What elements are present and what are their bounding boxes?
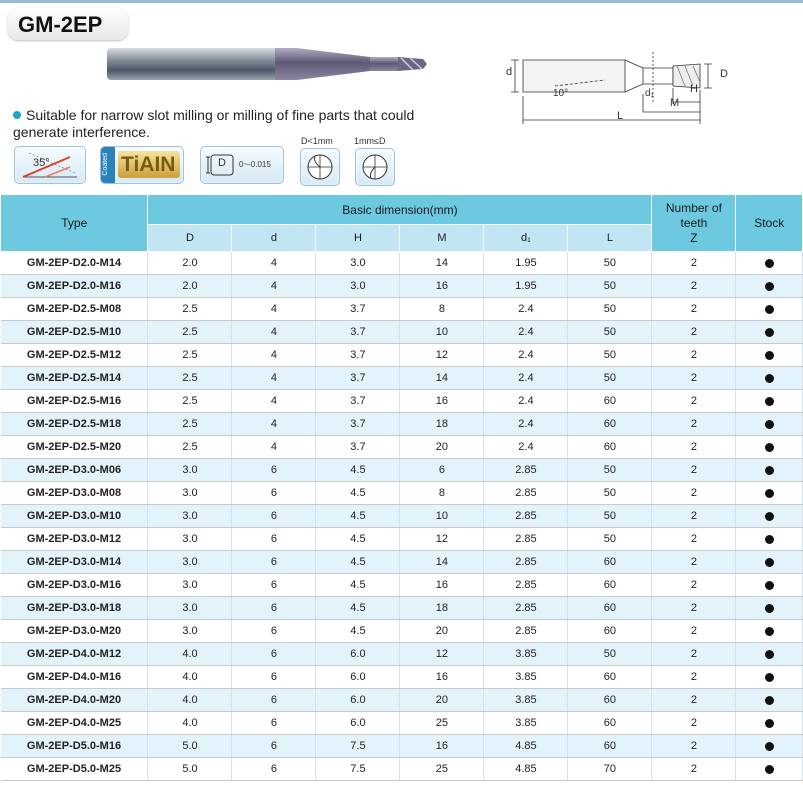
cell-M: 6 <box>400 459 484 482</box>
header-basic-dimension: Basic dimension(mm) <box>148 195 652 225</box>
cell-H: 4.5 <box>316 505 400 528</box>
in-stock-dot-icon <box>765 765 774 774</box>
cell-H: 4.5 <box>316 528 400 551</box>
cell-type: GM-2EP-D2.5-M16 <box>1 390 148 413</box>
description-text: Suitable for narrow slot milling or milling of fine parts that could generate interference. <box>13 107 415 140</box>
in-stock-dot-icon <box>765 696 774 705</box>
bullet-icon <box>13 111 21 119</box>
cell-type: GM-2EP-D3.0-M06 <box>1 459 148 482</box>
cell-d: 4 <box>232 390 316 413</box>
cell-D: 5.0 <box>148 735 232 758</box>
cell-L: 50 <box>568 252 652 275</box>
table-row <box>1 390 803 413</box>
helix-angle-icon <box>15 147 85 183</box>
cell-d: 6 <box>232 482 316 505</box>
in-stock-dot-icon <box>765 466 774 475</box>
cell-M: 12 <box>400 344 484 367</box>
cell-d: 6 <box>232 643 316 666</box>
cell-L: 50 <box>568 643 652 666</box>
coated-label: Coated <box>102 153 109 176</box>
cell-H: 3.0 <box>316 252 400 275</box>
cell-d1: 2.4 <box>484 436 568 459</box>
header-teeth-line3: Z <box>690 230 698 245</box>
cell-D: 3.0 <box>148 620 232 643</box>
cell-H: 3.7 <box>316 390 400 413</box>
cell-type: GM-2EP-D3.0-M16 <box>1 574 148 597</box>
cell-teeth: 2 <box>652 482 736 505</box>
cell-H: 3.7 <box>316 413 400 436</box>
diagram-label-d: d <box>506 66 513 78</box>
cell-d1: 3.85 <box>484 689 568 712</box>
cell-L: 50 <box>568 459 652 482</box>
dimension-diagram <box>495 42 735 128</box>
in-stock-dot-icon <box>765 673 774 682</box>
cell-teeth: 2 <box>652 758 736 781</box>
cell-H: 4.5 <box>316 551 400 574</box>
cell-d: 4 <box>232 344 316 367</box>
cell-stock <box>736 689 803 712</box>
header-teeth <box>652 195 736 252</box>
cell-type: GM-2EP-D5.0-M25 <box>1 758 148 781</box>
cell-teeth: 2 <box>652 712 736 735</box>
cell-D: 3.0 <box>148 597 232 620</box>
cell-stock <box>736 758 803 781</box>
cell-D: 2.5 <box>148 298 232 321</box>
table-row <box>1 482 803 505</box>
cell-type: GM-2EP-D2.5-M20 <box>1 436 148 459</box>
cell-H: 3.7 <box>316 321 400 344</box>
cell-stock <box>736 275 803 298</box>
cell-type: GM-2EP-D2.5-M12 <box>1 344 148 367</box>
cell-d1: 2.85 <box>484 505 568 528</box>
cell-L: 60 <box>568 620 652 643</box>
table-row <box>1 735 803 758</box>
table-row <box>1 298 803 321</box>
cell-M: 18 <box>400 597 484 620</box>
cell-stock <box>736 551 803 574</box>
in-stock-dot-icon <box>765 627 774 636</box>
in-stock-dot-icon <box>765 351 774 360</box>
table-row <box>1 551 803 574</box>
cell-L: 70 <box>568 758 652 781</box>
in-stock-dot-icon <box>765 581 774 590</box>
table-row <box>1 344 803 367</box>
cell-D: 2.5 <box>148 321 232 344</box>
helix-angle-badge <box>14 146 86 184</box>
cell-L: 50 <box>568 321 652 344</box>
cell-d1: 2.85 <box>484 597 568 620</box>
cell-type: GM-2EP-D2.5-M08 <box>1 298 148 321</box>
header-stock: Stock <box>736 195 803 252</box>
cell-stock <box>736 666 803 689</box>
cell-D: 5.0 <box>148 758 232 781</box>
cell-d1: 2.4 <box>484 344 568 367</box>
cell-H: 3.7 <box>316 298 400 321</box>
ball-tip-small-badge <box>300 148 340 186</box>
cell-d1: 2.85 <box>484 459 568 482</box>
cell-d1: 2.85 <box>484 620 568 643</box>
cell-stock <box>736 367 803 390</box>
cell-L: 60 <box>568 413 652 436</box>
cell-d1: 1.95 <box>484 252 568 275</box>
cell-stock <box>736 413 803 436</box>
table-row <box>1 436 803 459</box>
table-row <box>1 620 803 643</box>
cell-M: 20 <box>400 689 484 712</box>
cell-L: 50 <box>568 482 652 505</box>
cell-type: GM-2EP-D3.0-M12 <box>1 528 148 551</box>
cell-stock <box>736 321 803 344</box>
cell-M: 20 <box>400 620 484 643</box>
tolerance-badge <box>200 146 284 184</box>
header-type: Type <box>1 195 148 252</box>
cell-d: 6 <box>232 735 316 758</box>
cell-d1: 2.85 <box>484 551 568 574</box>
cell-D: 4.0 <box>148 666 232 689</box>
table-row <box>1 574 803 597</box>
cell-d1: 2.85 <box>484 482 568 505</box>
cell-M: 18 <box>400 413 484 436</box>
cell-L: 60 <box>568 689 652 712</box>
cell-M: 12 <box>400 643 484 666</box>
cell-d1: 4.85 <box>484 735 568 758</box>
cell-stock <box>736 298 803 321</box>
cell-L: 50 <box>568 275 652 298</box>
cell-M: 10 <box>400 505 484 528</box>
cell-D: 2.5 <box>148 344 232 367</box>
cell-D: 4.0 <box>148 712 232 735</box>
cell-d: 4 <box>232 321 316 344</box>
cell-teeth: 2 <box>652 344 736 367</box>
cell-D: 2.5 <box>148 436 232 459</box>
cell-D: 3.0 <box>148 505 232 528</box>
header-teeth-line1: Number of <box>665 200 722 215</box>
header-col-d1: d₁ <box>484 225 568 252</box>
cell-L: 60 <box>568 666 652 689</box>
cell-M: 14 <box>400 367 484 390</box>
cell-D: 2.5 <box>148 413 232 436</box>
cell-stock <box>736 436 803 459</box>
cell-teeth: 2 <box>652 275 736 298</box>
cell-type: GM-2EP-D3.0-M08 <box>1 482 148 505</box>
cell-M: 16 <box>400 574 484 597</box>
ball-tip-large-badge <box>355 148 395 186</box>
cell-stock <box>736 390 803 413</box>
table-row <box>1 758 803 781</box>
cell-stock <box>736 574 803 597</box>
cell-M: 14 <box>400 252 484 275</box>
cell-M: 14 <box>400 551 484 574</box>
end-mill-photo <box>105 45 435 87</box>
cell-H: 3.0 <box>316 275 400 298</box>
end-profile-icon <box>356 149 394 185</box>
cell-teeth: 2 <box>652 574 736 597</box>
cell-H: 4.5 <box>316 574 400 597</box>
cell-D: 3.0 <box>148 551 232 574</box>
table-row <box>1 275 803 298</box>
cell-D: 2.5 <box>148 367 232 390</box>
cell-teeth: 2 <box>652 367 736 390</box>
cell-d1: 2.85 <box>484 528 568 551</box>
cell-H: 6.0 <box>316 712 400 735</box>
cell-stock <box>736 482 803 505</box>
cell-M: 25 <box>400 758 484 781</box>
cell-stock <box>736 252 803 275</box>
cell-M: 16 <box>400 666 484 689</box>
cell-teeth: 2 <box>652 459 736 482</box>
cell-H: 6.0 <box>316 689 400 712</box>
cell-D: 3.0 <box>148 482 232 505</box>
cell-H: 6.0 <box>316 666 400 689</box>
specification-table <box>0 194 803 781</box>
in-stock-dot-icon <box>765 558 774 567</box>
cell-H: 3.7 <box>316 367 400 390</box>
cell-type: GM-2EP-D2.5-M14 <box>1 367 148 390</box>
cell-d: 6 <box>232 666 316 689</box>
in-stock-dot-icon <box>765 719 774 728</box>
in-stock-dot-icon <box>765 420 774 429</box>
cell-H: 4.5 <box>316 459 400 482</box>
end-profile-icon <box>301 149 339 185</box>
cell-L: 50 <box>568 505 652 528</box>
cell-teeth: 2 <box>652 643 736 666</box>
cell-stock <box>736 505 803 528</box>
in-stock-dot-icon <box>765 650 774 659</box>
cell-D: 3.0 <box>148 574 232 597</box>
cell-teeth: 2 <box>652 321 736 344</box>
cell-d1: 2.4 <box>484 321 568 344</box>
cell-stock <box>736 459 803 482</box>
tolerance-value: 0~-0.015 <box>239 160 271 169</box>
cell-stock <box>736 735 803 758</box>
cell-d1: 1.95 <box>484 275 568 298</box>
cell-type: GM-2EP-D3.0-M20 <box>1 620 148 643</box>
coating-badge <box>100 146 184 184</box>
cell-type: GM-2EP-D4.0-M25 <box>1 712 148 735</box>
cell-L: 60 <box>568 712 652 735</box>
cell-d: 4 <box>232 367 316 390</box>
cell-H: 6.0 <box>316 643 400 666</box>
cell-H: 3.7 <box>316 344 400 367</box>
cell-M: 20 <box>400 436 484 459</box>
cell-d: 6 <box>232 505 316 528</box>
cell-d: 4 <box>232 436 316 459</box>
table-row <box>1 528 803 551</box>
cell-d1: 3.85 <box>484 712 568 735</box>
diagram-label-D: D <box>720 68 728 80</box>
cell-type: GM-2EP-D3.0-M10 <box>1 505 148 528</box>
cell-H: 4.5 <box>316 620 400 643</box>
cell-d: 6 <box>232 620 316 643</box>
cell-M: 8 <box>400 298 484 321</box>
table-body <box>1 252 803 781</box>
table-row <box>1 712 803 735</box>
cell-stock <box>736 712 803 735</box>
cell-teeth: 2 <box>652 666 736 689</box>
cell-L: 50 <box>568 367 652 390</box>
helix-angle-value: 35° <box>33 157 50 169</box>
table-row <box>1 413 803 436</box>
cell-type: GM-2EP-D4.0-M20 <box>1 689 148 712</box>
table-row <box>1 367 803 390</box>
cell-D: 3.0 <box>148 528 232 551</box>
cell-d1: 2.4 <box>484 298 568 321</box>
cell-d1: 2.4 <box>484 367 568 390</box>
cell-teeth: 2 <box>652 735 736 758</box>
cell-type: GM-2EP-D5.0-M16 <box>1 735 148 758</box>
small-diameter-label: D<1mm <box>301 136 333 146</box>
table-row <box>1 321 803 344</box>
cell-d: 6 <box>232 597 316 620</box>
in-stock-dot-icon <box>765 374 774 383</box>
product-description <box>13 107 453 141</box>
cell-stock <box>736 344 803 367</box>
cell-d: 4 <box>232 298 316 321</box>
cell-teeth: 2 <box>652 528 736 551</box>
product-header <box>0 0 803 192</box>
cell-type: GM-2EP-D2.5-M18 <box>1 413 148 436</box>
cell-L: 50 <box>568 528 652 551</box>
cell-d: 6 <box>232 551 316 574</box>
header-col-D: D <box>148 225 232 252</box>
cell-teeth: 2 <box>652 620 736 643</box>
cell-d: 4 <box>232 413 316 436</box>
cell-L: 60 <box>568 597 652 620</box>
cell-type: GM-2EP-D2.0-M14 <box>1 252 148 275</box>
table-row <box>1 666 803 689</box>
cell-M: 16 <box>400 275 484 298</box>
cell-d1: 2.4 <box>484 413 568 436</box>
header-col-H: H <box>316 225 400 252</box>
cell-H: 7.5 <box>316 758 400 781</box>
in-stock-dot-icon <box>765 742 774 751</box>
cell-H: 7.5 <box>316 735 400 758</box>
cell-L: 60 <box>568 551 652 574</box>
cell-H: 4.5 <box>316 597 400 620</box>
in-stock-dot-icon <box>765 604 774 613</box>
cell-d: 6 <box>232 459 316 482</box>
cell-teeth: 2 <box>652 252 736 275</box>
cell-teeth: 2 <box>652 436 736 459</box>
cell-D: 4.0 <box>148 643 232 666</box>
cell-d1: 3.85 <box>484 666 568 689</box>
cell-d: 4 <box>232 252 316 275</box>
table-row <box>1 505 803 528</box>
in-stock-dot-icon <box>765 397 774 406</box>
header-teeth-line2: teeth <box>680 215 708 230</box>
cell-stock <box>736 643 803 666</box>
cell-M: 16 <box>400 735 484 758</box>
cell-teeth: 2 <box>652 390 736 413</box>
cell-M: 10 <box>400 321 484 344</box>
cell-type: GM-2EP-D3.0-M18 <box>1 597 148 620</box>
cell-teeth: 2 <box>652 298 736 321</box>
table-row <box>1 597 803 620</box>
cell-d1: 2.85 <box>484 574 568 597</box>
cell-d1: 4.85 <box>484 758 568 781</box>
cell-stock <box>736 528 803 551</box>
cell-type: GM-2EP-D3.0-M14 <box>1 551 148 574</box>
cell-d: 6 <box>232 689 316 712</box>
header-col-d: d <box>232 225 316 252</box>
cell-M: 25 <box>400 712 484 735</box>
diagram-label-H: H <box>690 83 698 95</box>
diagram-label-d1: d₁ <box>645 88 654 99</box>
table-row <box>1 252 803 275</box>
coating-name: TiAIN <box>121 153 176 176</box>
table-row <box>1 643 803 666</box>
cell-M: 16 <box>400 390 484 413</box>
cell-d: 6 <box>232 528 316 551</box>
cell-H: 3.7 <box>316 436 400 459</box>
cell-M: 12 <box>400 528 484 551</box>
in-stock-dot-icon <box>765 328 774 337</box>
cell-L: 60 <box>568 735 652 758</box>
cell-d1: 3.85 <box>484 643 568 666</box>
in-stock-dot-icon <box>765 512 774 521</box>
diagram-label-L: L <box>617 110 624 122</box>
cell-L: 60 <box>568 436 652 459</box>
cell-D: 2.5 <box>148 390 232 413</box>
diagram-label-M: M <box>670 97 680 109</box>
in-stock-dot-icon <box>765 443 774 452</box>
in-stock-dot-icon <box>765 535 774 544</box>
cell-teeth: 2 <box>652 597 736 620</box>
header-col-M: M <box>400 225 484 252</box>
cell-L: 60 <box>568 574 652 597</box>
in-stock-dot-icon <box>765 282 774 291</box>
table-row <box>1 459 803 482</box>
in-stock-dot-icon <box>765 305 774 314</box>
cell-L: 60 <box>568 390 652 413</box>
large-diameter-label: 1mm≤D <box>354 136 386 146</box>
cell-M: 8 <box>400 482 484 505</box>
cell-d: 6 <box>232 758 316 781</box>
cell-stock <box>736 597 803 620</box>
header-col-L: L <box>568 225 652 252</box>
cell-type: GM-2EP-D4.0-M16 <box>1 666 148 689</box>
cell-d: 6 <box>232 712 316 735</box>
cell-teeth: 2 <box>652 505 736 528</box>
cell-L: 50 <box>568 298 652 321</box>
diameter-symbol: D <box>218 157 226 169</box>
cell-stock <box>736 620 803 643</box>
cell-type: GM-2EP-D4.0-M12 <box>1 643 148 666</box>
cell-type: GM-2EP-D2.0-M16 <box>1 275 148 298</box>
cell-teeth: 2 <box>652 689 736 712</box>
in-stock-dot-icon <box>765 259 774 268</box>
cell-H: 4.5 <box>316 482 400 505</box>
cell-type: GM-2EP-D2.5-M10 <box>1 321 148 344</box>
cell-d1: 2.4 <box>484 390 568 413</box>
cell-teeth: 2 <box>652 551 736 574</box>
cell-L: 50 <box>568 344 652 367</box>
diagram-label-angle: 10° <box>553 88 569 99</box>
cell-d: 4 <box>232 275 316 298</box>
table-row <box>1 689 803 712</box>
cell-D: 3.0 <box>148 459 232 482</box>
cell-D: 4.0 <box>148 689 232 712</box>
in-stock-dot-icon <box>765 489 774 498</box>
cell-D: 2.0 <box>148 275 232 298</box>
cell-d: 6 <box>232 574 316 597</box>
product-title: GM-2EP <box>18 12 103 37</box>
cell-D: 2.0 <box>148 252 232 275</box>
cell-teeth: 2 <box>652 413 736 436</box>
